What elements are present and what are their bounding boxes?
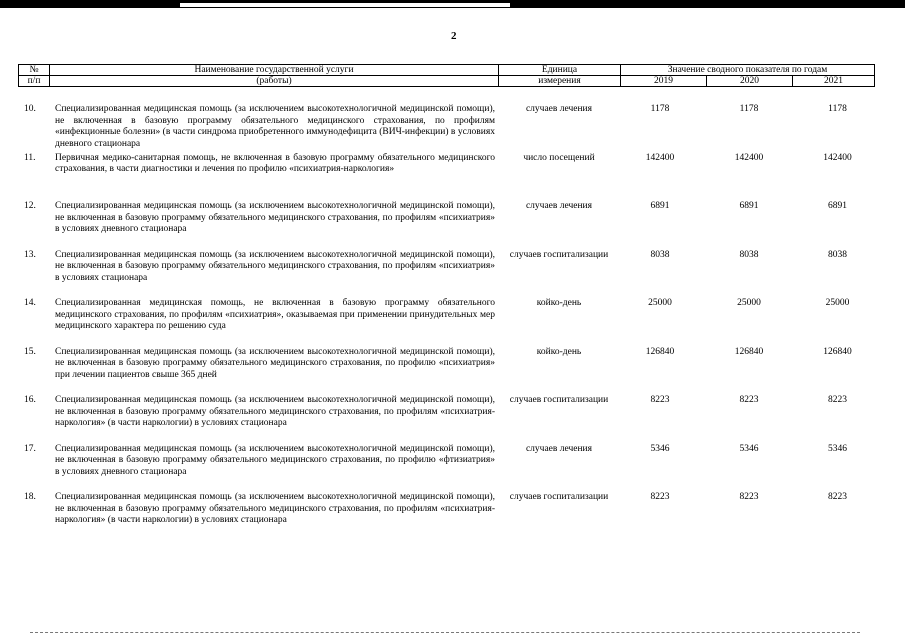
row-number: 10.: [24, 104, 36, 114]
unit-of-measure: случаев лечения: [525, 201, 593, 211]
service-name: Специализированная медицинская помощь (за исключением высокотехнологичной медицинской помощи), не включенная в базовую программу обязательного медицинского страхования, по профилям «психиатрия-наркология» (в части наркологии) в условиях стационара: [55, 395, 495, 428]
value-2019: 8038: [650, 249, 670, 260]
unit-of-measure: число посещений: [523, 152, 595, 163]
service-name: Специализированная медицинская помощь (за исключением высокотехнологичной медицинской помощи), не включенная в базовую программу обязательного медицинского страхования, по профилю «фтизиатрия» в условиях дневного стационара: [55, 443, 495, 477]
table-row: [18, 201, 874, 250]
unit-of-measure: случаев госпитализации: [509, 492, 609, 502]
row-number: 17.: [24, 443, 36, 454]
table-row: [18, 492, 874, 541]
unit-of-measure: койко-день: [536, 298, 582, 308]
header-service-name-2: (работы): [50, 76, 499, 87]
service-name: Специализированная медицинская помощь (за исключением высокотехнологичной медицинской помощи), не включенная в базовую программу обязательного медицинского страхования, по профилям «психиатрия-наркология» (в части наркологии) в условиях стационара: [55, 492, 495, 525]
header-service-name: Наименование государственной услуги: [50, 65, 499, 76]
header-num-2: п/п: [19, 76, 50, 87]
table-row: [18, 298, 874, 347]
unit-of-measure: случаев госпитализации: [509, 395, 609, 405]
value-2020: 126840: [734, 346, 764, 357]
scan-top-border-gap: [180, 3, 510, 7]
value-2019: 142400: [645, 152, 675, 163]
service-name: Специализированная медицинская помощь (за исключением высокотехнологичной медицинской помощи), не включенная в базовую программу обязательного медицинского страхования, по профилям «инфекционные болезни» (в части синдрома приобретенного иммунодефицита (ВИЧ-инфекции) в условиях дневного стационара: [55, 104, 495, 149]
value-2020: 1178: [739, 104, 759, 114]
service-name: Специализированная медицинская помощь (за исключением высокотехнологичной медицинской помощи), не включенная в базовую программу обязательного медицинского страхования, по профилям «психиатрия» в условиях стационара: [55, 249, 495, 283]
table-body: [18, 104, 874, 541]
service-name: Специализированная медицинская помощь (за исключением высокотехнологичной медицинской помощи), не включенная в базовую программу обязательного медицинского страхования, по профилям «психиатрия» в условиях дневного стационара: [55, 201, 495, 234]
unit-of-measure: койко-день: [536, 346, 582, 357]
value-2019: 8223: [650, 395, 670, 405]
value-2020: 142400: [734, 152, 764, 163]
row-number: 12.: [24, 201, 36, 211]
value-2021: 1178: [828, 104, 847, 114]
table-row: [18, 153, 874, 202]
value-2020: 6891: [739, 201, 759, 211]
value-2019: 126840: [645, 346, 675, 357]
header-year-2019: 2019: [621, 76, 707, 87]
value-2019: 8223: [650, 492, 670, 502]
service-name: Специализированная медицинская помощь (за исключением высокотехнологичной медицинской помощи), не включенная в базовую программу обязательного медицинского страхования, по профилю «психиатрия» при лечении пациентов свыше 365 дней: [55, 346, 495, 380]
value-2021: 142400: [823, 152, 852, 163]
unit-of-measure: случаев госпитализации: [509, 249, 609, 260]
row-number: 11.: [24, 152, 36, 163]
unit-of-measure: случаев лечения: [525, 443, 593, 454]
unit-of-measure: случаев лечения: [525, 104, 593, 114]
value-2019: 25000: [648, 298, 672, 308]
scan-bottom-artifact: [30, 632, 860, 635]
header-values: Значение сводного показателя по годам: [621, 65, 875, 76]
row-number: 15.: [24, 346, 36, 357]
value-2020: 8223: [739, 492, 759, 502]
header-year-2021: 2021: [793, 76, 875, 87]
row-number: 13.: [24, 249, 36, 260]
value-2021: 8223: [828, 492, 847, 502]
value-2021: 8223: [828, 395, 847, 405]
table-header: [18, 64, 875, 87]
value-2019: 6891: [650, 201, 670, 211]
value-2021: 126840: [823, 346, 852, 357]
value-2021: 8038: [828, 249, 847, 260]
table-row: [18, 395, 874, 444]
table-row: [18, 104, 874, 153]
value-2019: 1178: [650, 104, 670, 114]
value-2021: 6891: [828, 201, 847, 211]
value-2020: 5346: [739, 443, 759, 454]
table-row: [18, 250, 874, 299]
service-name: Первичная медико-санитарная помощь, не включенная в базовую программу обязательного медицинского страхования, в части диагностики и лечения по профилю «психиатрия-наркология»: [55, 152, 495, 174]
row-number: 18.: [24, 492, 36, 502]
value-2021: 5346: [828, 443, 847, 454]
value-2020: 8038: [739, 249, 759, 260]
value-2020: 8223: [739, 395, 759, 405]
header-unit: Единица: [499, 65, 621, 76]
table-row: [18, 444, 874, 493]
header-year-2020: 2020: [707, 76, 793, 87]
row-number: 16.: [24, 395, 36, 405]
header-num: №: [19, 65, 50, 76]
value-2020: 25000: [737, 298, 761, 308]
value-2019: 5346: [650, 443, 670, 454]
service-name: Специализированная медицинская помощь, не включенная в базовую программу обязательного медицинского страхования, по профилям «психиатрия», оказываемая при применении принудительных мер медицинского характера по решению суда: [55, 298, 495, 331]
value-2021: 25000: [825, 298, 850, 308]
table-row: [18, 347, 874, 396]
page-number: 2: [451, 30, 457, 42]
row-number: 14.: [24, 298, 36, 308]
header-unit-2: измерения: [499, 76, 621, 87]
